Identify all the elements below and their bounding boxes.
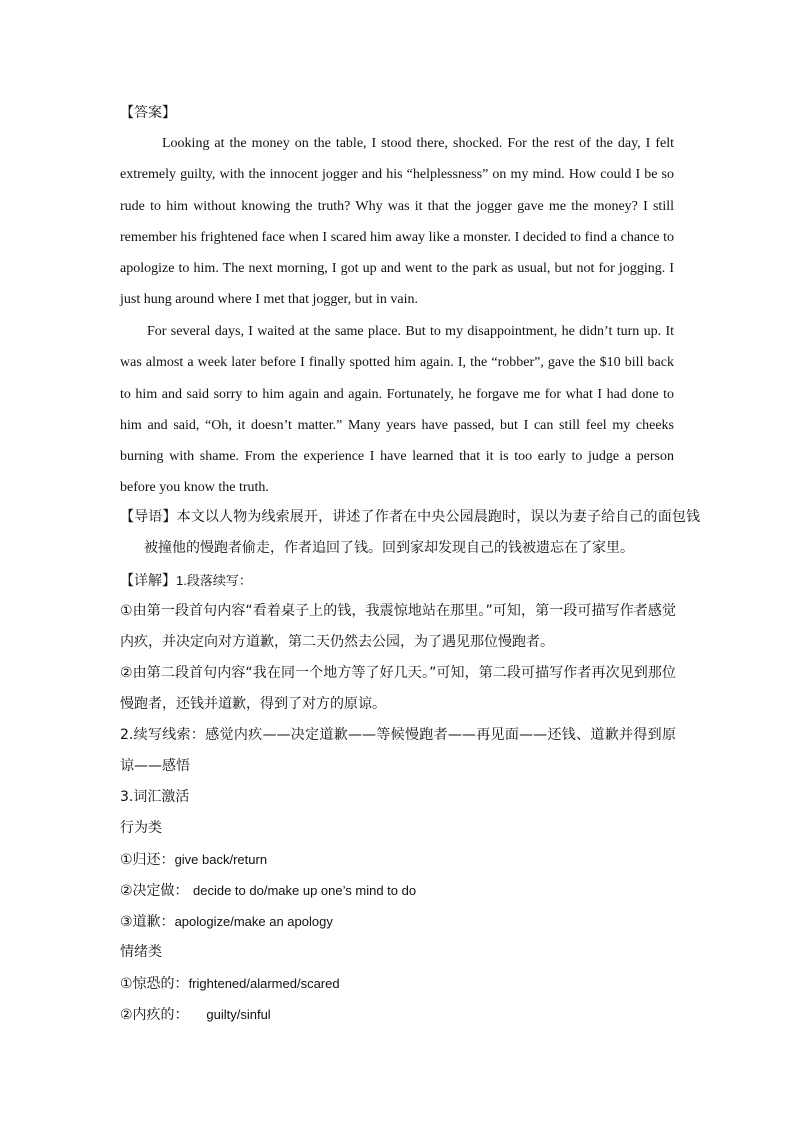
vocab-action-cn: ②决定做： [120, 883, 189, 899]
vocab-emotion-en: guilty/sinful [206, 1007, 271, 1022]
vocab-action-cn: ③道歉： [120, 914, 175, 930]
vocab-emotion-cn: ②内疚的： [120, 1007, 189, 1023]
vocab-action-item [120, 906, 676, 938]
vocab-action-cn: ①归还： [120, 852, 175, 868]
vocab-action-en: apologize/make an apology [174, 914, 333, 929]
detail-label: 【详解】 [120, 573, 176, 589]
detail-point-1: ①由第一段首句内容“看着桌子上的钱，我震惊地站在那里。”可知，第一段可描写作者感觉内疚，并决定向对方道歉，第二天仍然去公园，为了遇见那位慢跑者。 [120, 603, 676, 650]
detail-section-2: 2.续写线索：感觉内疚——决定道歉——等候慢跑者——再见面——还钱、道歉并得到原谅——感悟 [120, 727, 676, 774]
vocab-action-item [120, 844, 676, 876]
detail-heading [120, 565, 700, 597]
category-action: 行为类 [120, 820, 162, 836]
vocab-emotion-item [120, 968, 676, 1000]
vocab-action-en: decide to do/make up one’s mind to do [193, 883, 417, 898]
essay-paragraph-2: For several days, I waited at the same place. But to my disappointment, he didn’t turn up. It was almost a week later before I finally spotted him again. I, the “robber”, gave the $10 bill back to him and said sorry to him again and again. Fortunately, he forgave me for what I had done to him and said, “Oh, it doesn’t matter.” Many years have passed, but I can still feel my cheeks burning with shame. From the experience I have learned that it is too early to judge a person before you know the truth. [120, 324, 674, 496]
category-emotion: 情绪类 [120, 944, 162, 960]
vocab-action-en: give back/return [174, 852, 268, 867]
vocab-action-item [120, 875, 676, 907]
guide-paragraph [120, 502, 700, 564]
guide-label: 【导语】 [120, 509, 177, 525]
guide-text: 本文以人物为线索展开，讲述了作者在中央公园晨跑时，误以为妻子给自己的面包钱被撞他的慢跑者偷走，作者追回了钱。回到家却发现自己的钱被遗忘在了家里。 [144, 509, 701, 556]
detail-section-1-title: 1.段落续写： [176, 573, 252, 588]
essay-paragraph-1: Looking at the money on the table, I stood there, shocked. For the rest of the day, I felt extremely guilty, with the innocent jogger and his “helplessness” on my mind. How could I be so rude to him without knowing the truth? Why was it that the jogger gave me the money? I still remember his frightened face when I scared him away like a monster. I decided to find a chance to apologize to him. The next morning, I got up and went to the park as usual, but not for jogging. I just hung around where I met that jogger, but in vain. [120, 136, 674, 308]
vocab-emotion-en: frightened/alarmed/scared [188, 976, 340, 991]
vocab-emotion-cn: ①惊恐的： [120, 976, 189, 992]
detail-section-3-title: 3.词汇激活 [120, 789, 190, 805]
vocab-emotion-item [120, 999, 676, 1031]
detail-point-2: ②由第二段首句内容“我在同一个地方等了好几天。”可知，第二段可描写作者再次见到那位慢跑者，还钱并道歉，得到了对方的原谅。 [120, 665, 676, 712]
answer-heading: 【答案】 [120, 105, 176, 121]
